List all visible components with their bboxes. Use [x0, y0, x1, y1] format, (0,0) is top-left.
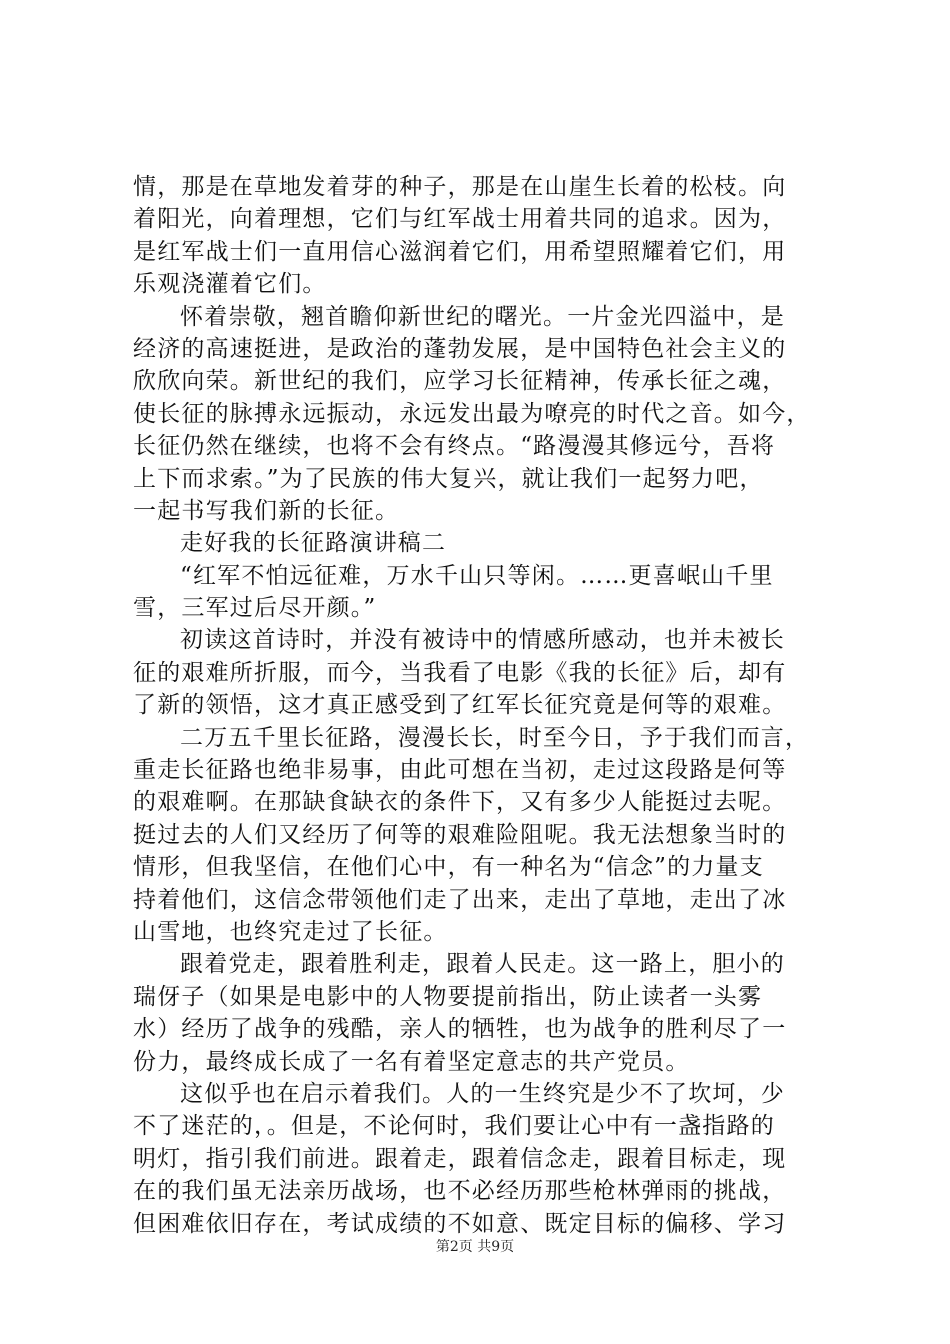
page-footer: 第2页 共9页 — [435, 1239, 515, 1255]
text-line: 情，那是在草地发着芽的种子，那是在山崖生长着的松枝。向 — [133, 174, 787, 200]
text-line: 二万五千里长征路，漫漫长长，时至今日，予于我们而言， — [180, 724, 810, 751]
text-line: 使长征的脉搏永远振动，永远发出最为嘹亮的时代之音。如今， — [133, 400, 811, 427]
text-line: 是红军战士们一直用信心滋润着它们，用希望照耀着它们，用 — [133, 238, 787, 265]
text-line: 了新的领悟，这才真正感受到了红军长征究竟是何等的艰难。 — [133, 692, 787, 719]
text-line: 雪，三军过后尽开颜。” — [133, 595, 377, 622]
text-line: 着阳光，向着理想，它们与红军战士用着共同的追求。因为， — [133, 206, 787, 233]
text-line: 上下而求索。”为了民族的伟大复兴，就让我们一起努力吧， — [133, 465, 764, 492]
text-line: 不了迷茫的，。但是，不论何时，我们要让心中有一盏指路的 — [133, 1113, 775, 1140]
text-line: 乐观浇灌着它们。 — [133, 271, 327, 298]
text-line: 但困难依旧存在，考试成绩的不如意、既定目标的偏移、学习 — [133, 1210, 787, 1237]
text-line: 明灯，指引我们前进。跟着走，跟着信念走，跟着目标走，现 — [133, 1145, 787, 1172]
text-line: 欣欣向荣。新世纪的我们，应学习长征精神，传承长征之魂， — [133, 368, 787, 395]
document-body — [133, 171, 833, 1240]
text-line: 持着他们，这信念带领他们走了出来，走出了草地，走出了冰 — [133, 886, 787, 913]
text-line: 经济的高速挺进，是政治的蓬勃发展，是中国特色社会主义的 — [133, 335, 787, 362]
text-line: 挺过去的人们又经历了何等的艰难险阻呢。我无法想象当时的 — [133, 821, 787, 848]
text-line: 瑞伢子（如果是电影中的人物要提前指出，防止读者一头雾 — [133, 983, 763, 1010]
text-line: 跟着党走，跟着胜利走，跟着人民走。这一路上，胆小的 — [180, 951, 785, 978]
text-line: “红军不怕远征难，万水千山只等闲。……更喜岷山千里 — [180, 562, 774, 589]
text-line: 情形，但我坚信，在他们心中，有一种名为“信念”的力量支 — [133, 854, 764, 881]
text-line: 走好我的长征路演讲稿二 — [180, 530, 447, 557]
text-line: 一起书写我们新的长征。 — [133, 497, 400, 524]
text-line: 长征仍然在继续，也将不会有终点。“路漫漫其修远兮，吾将 — [133, 433, 776, 460]
text-line: 水）经历了战争的残酷，亲人的牺牲，也为战争的胜利尽了一 — [133, 1016, 787, 1043]
text-line: 征的艰难所折服，而今，当我看了电影《我的长征》后，却有 — [133, 659, 787, 686]
text-line: 怀着崇敬，翘首瞻仰新世纪的曙光。一片金光四溢中，是 — [180, 303, 785, 330]
text-line: 初读这首诗时，并没有被诗中的情感所感动，也并未被长 — [180, 627, 785, 654]
text-line: 重走长征路也绝非易事，由此可想在当初，走过这段路是何等 — [133, 757, 787, 784]
text-line: 的艰难啊。在那缺食缺衣的条件下，又有多少人能挺过去呢。 — [133, 789, 787, 816]
text-line: 份力，最终成长成了一名有着坚定意志的共产党员。 — [133, 1048, 690, 1075]
text-line: 在的我们虽无法亲历战场，也不必经历那些枪林弹雨的挑战， — [133, 1178, 787, 1205]
text-line: 山雪地，也终究走过了长征。 — [133, 918, 448, 945]
text-line: 这似乎也在启示着我们。人的一生终究是少不了坎坷，少 — [180, 1080, 785, 1107]
